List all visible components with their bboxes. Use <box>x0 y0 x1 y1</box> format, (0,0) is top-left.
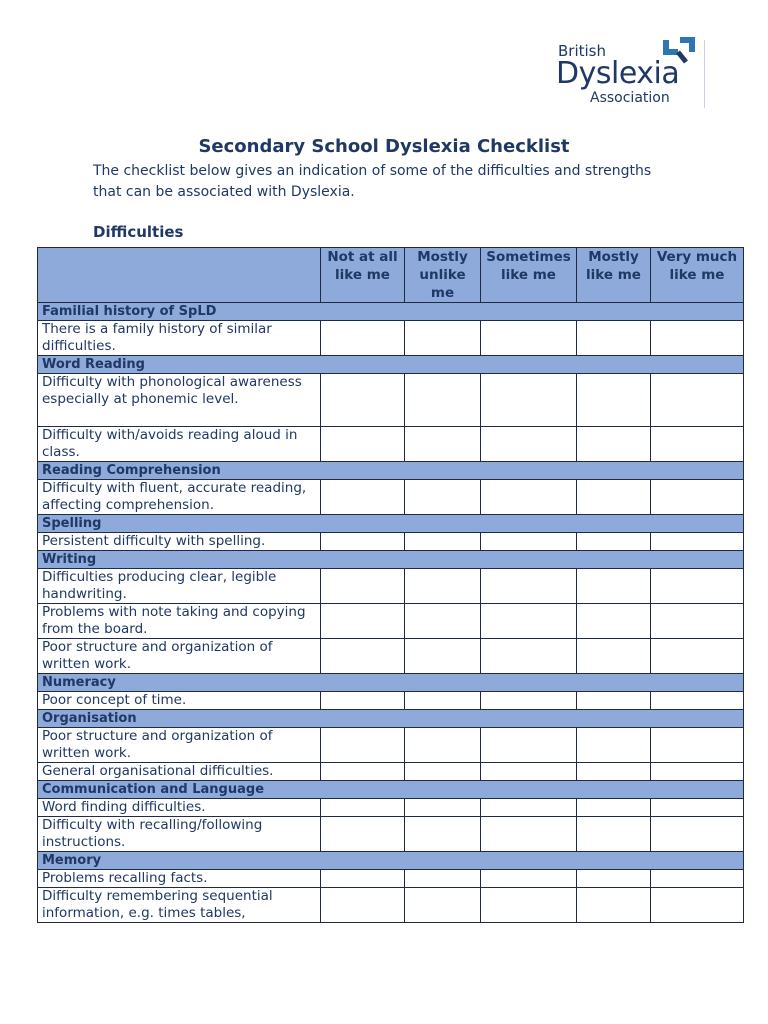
item-description: Persistent difficulty with spelling. <box>38 533 321 551</box>
rating-cell[interactable] <box>651 427 744 462</box>
rating-cell[interactable] <box>321 692 405 710</box>
rating-cell[interactable] <box>321 639 405 674</box>
section-heading: Difficulties <box>93 223 184 241</box>
rating-cell[interactable] <box>405 763 481 781</box>
logo-divider <box>704 40 705 108</box>
category-label: Communication and Language <box>38 781 744 799</box>
rating-cell[interactable] <box>481 692 577 710</box>
rating-cell[interactable] <box>651 870 744 888</box>
rating-cell[interactable] <box>577 763 651 781</box>
rating-cell[interactable] <box>405 427 481 462</box>
rating-cell[interactable] <box>405 321 481 356</box>
rating-cell[interactable] <box>651 604 744 639</box>
item-description: Difficulties producing clear, legible handwriting. <box>38 569 321 604</box>
rating-cell[interactable] <box>405 533 481 551</box>
item-description: Poor structure and organization of written work. <box>38 639 321 674</box>
rating-cell[interactable] <box>651 817 744 852</box>
category-row <box>38 781 744 799</box>
checklist-item-row <box>38 817 744 852</box>
rating-cell[interactable] <box>405 728 481 763</box>
rating-cell[interactable] <box>321 533 405 551</box>
rating-cell[interactable] <box>651 480 744 515</box>
logo-mark-icon <box>660 36 700 70</box>
rating-cell[interactable] <box>405 604 481 639</box>
rating-cell[interactable] <box>321 817 405 852</box>
rating-cell[interactable] <box>577 817 651 852</box>
rating-cell[interactable] <box>651 728 744 763</box>
rating-cell[interactable] <box>481 817 577 852</box>
rating-cell[interactable] <box>577 639 651 674</box>
category-label: Reading Comprehension <box>38 462 744 480</box>
rating-cell[interactable] <box>481 888 577 923</box>
rating-cell[interactable] <box>577 870 651 888</box>
rating-cell[interactable] <box>405 817 481 852</box>
rating-cell[interactable] <box>405 480 481 515</box>
rating-cell[interactable] <box>321 569 405 604</box>
rating-cell[interactable] <box>405 374 481 427</box>
checklist-table <box>37 247 744 923</box>
rating-cell[interactable] <box>577 569 651 604</box>
category-row <box>38 710 744 728</box>
checklist-item-row <box>38 763 744 781</box>
rating-cell[interactable] <box>321 321 405 356</box>
rating-cell[interactable] <box>321 427 405 462</box>
rating-cell[interactable] <box>481 374 577 427</box>
checklist-item-row <box>38 533 744 551</box>
rating-cell[interactable] <box>577 321 651 356</box>
checklist-item-row <box>38 728 744 763</box>
rating-cell[interactable] <box>481 799 577 817</box>
item-description: Poor structure and organization of written work. <box>38 728 321 763</box>
rating-cell[interactable] <box>481 427 577 462</box>
checklist-item-row <box>38 639 744 674</box>
logo-text-association: Association <box>590 90 670 106</box>
page-title: Secondary School Dyslexia Checklist <box>198 136 570 157</box>
rating-cell[interactable] <box>405 639 481 674</box>
bda-logo <box>556 36 706 116</box>
rating-cell[interactable] <box>651 763 744 781</box>
rating-cell[interactable] <box>651 799 744 817</box>
checklist-item-row <box>38 427 744 462</box>
checklist-item-row <box>38 321 744 356</box>
category-label: Organisation <box>38 710 744 728</box>
rating-cell[interactable] <box>651 569 744 604</box>
rating-cell[interactable] <box>481 604 577 639</box>
header-blank-cell <box>38 248 321 303</box>
category-row <box>38 515 744 533</box>
item-description: Difficulty with fluent, accurate reading, affecting comprehension. <box>38 480 321 515</box>
checklist-item-row <box>38 374 744 427</box>
rating-cell[interactable] <box>321 604 405 639</box>
rating-cell[interactable] <box>577 799 651 817</box>
category-row <box>38 462 744 480</box>
rating-cell[interactable] <box>651 533 744 551</box>
item-description: General organisational difficulties. <box>38 763 321 781</box>
rating-cell[interactable] <box>577 480 651 515</box>
rating-cell[interactable] <box>321 870 405 888</box>
column-header: Sometimes like me <box>481 248 577 303</box>
column-header: Very much like me <box>651 248 744 303</box>
column-header: Mostly unlike me <box>405 248 481 303</box>
rating-cell[interactable] <box>651 374 744 427</box>
checklist-item-row <box>38 692 744 710</box>
rating-cell[interactable] <box>321 480 405 515</box>
rating-cell[interactable] <box>481 569 577 604</box>
rating-cell[interactable] <box>481 321 577 356</box>
rating-cell[interactable] <box>651 888 744 923</box>
rating-cell[interactable] <box>481 763 577 781</box>
checklist-item-row <box>38 799 744 817</box>
rating-cell[interactable] <box>321 888 405 923</box>
rating-cell[interactable] <box>577 374 651 427</box>
item-description: Difficulty remembering sequential information, e.g. times tables, <box>38 888 321 923</box>
column-header: Mostly like me <box>577 248 651 303</box>
table-header-row <box>38 248 744 303</box>
rating-cell[interactable] <box>481 870 577 888</box>
category-row <box>38 674 744 692</box>
rating-cell[interactable] <box>405 799 481 817</box>
rating-cell[interactable] <box>577 427 651 462</box>
rating-cell[interactable] <box>481 533 577 551</box>
logo-text-dyslexia: Dyslexia <box>556 56 680 91</box>
rating-cell[interactable] <box>651 692 744 710</box>
checklist-item-row <box>38 870 744 888</box>
rating-cell[interactable] <box>321 799 405 817</box>
item-description: Poor concept of time. <box>38 692 321 710</box>
rating-cell[interactable] <box>405 870 481 888</box>
category-row <box>38 303 744 321</box>
column-header: Not at all like me <box>321 248 405 303</box>
checklist-item-row <box>38 569 744 604</box>
rating-cell[interactable] <box>405 692 481 710</box>
checklist-item-row <box>38 480 744 515</box>
rating-cell[interactable] <box>321 763 405 781</box>
category-label: Memory <box>38 852 744 870</box>
category-label: Spelling <box>38 515 744 533</box>
logo-text-british: British <box>558 42 606 60</box>
rating-cell[interactable] <box>481 480 577 515</box>
rating-cell[interactable] <box>577 728 651 763</box>
intro-text: The checklist below gives an indication of some of the difficulties and strengths that can be associated with Dyslexia. <box>93 163 652 200</box>
category-label: Writing <box>38 551 744 569</box>
category-label: Numeracy <box>38 674 744 692</box>
rating-cell[interactable] <box>651 321 744 356</box>
category-row <box>38 356 744 374</box>
category-label: Word Reading <box>38 356 744 374</box>
category-label: Familial history of SpLD <box>38 303 744 321</box>
rating-cell[interactable] <box>481 639 577 674</box>
checklist-item-row <box>38 604 744 639</box>
item-description: There is a family history of similar difficulties. <box>38 321 321 356</box>
rating-cell[interactable] <box>577 604 651 639</box>
item-description: Difficulty with recalling/following instructions. <box>38 817 321 852</box>
rating-cell[interactable] <box>577 888 651 923</box>
item-description: Difficulty with/avoids reading aloud in class. <box>38 427 321 462</box>
rating-cell[interactable] <box>321 374 405 427</box>
item-description: Problems recalling facts. <box>38 870 321 888</box>
rating-cell[interactable] <box>577 692 651 710</box>
item-description: Word finding difficulties. <box>38 799 321 817</box>
rating-cell[interactable] <box>651 639 744 674</box>
item-description: Difficulty with phonological awareness especially at phonemic level. <box>38 374 321 427</box>
checklist-item-row <box>38 888 744 923</box>
rating-cell[interactable] <box>321 728 405 763</box>
rating-cell[interactable] <box>577 533 651 551</box>
item-description: Problems with note taking and copying from the board. <box>38 604 321 639</box>
rating-cell[interactable] <box>405 569 481 604</box>
rating-cell[interactable] <box>481 728 577 763</box>
category-row <box>38 551 744 569</box>
category-row <box>38 852 744 870</box>
rating-cell[interactable] <box>405 888 481 923</box>
